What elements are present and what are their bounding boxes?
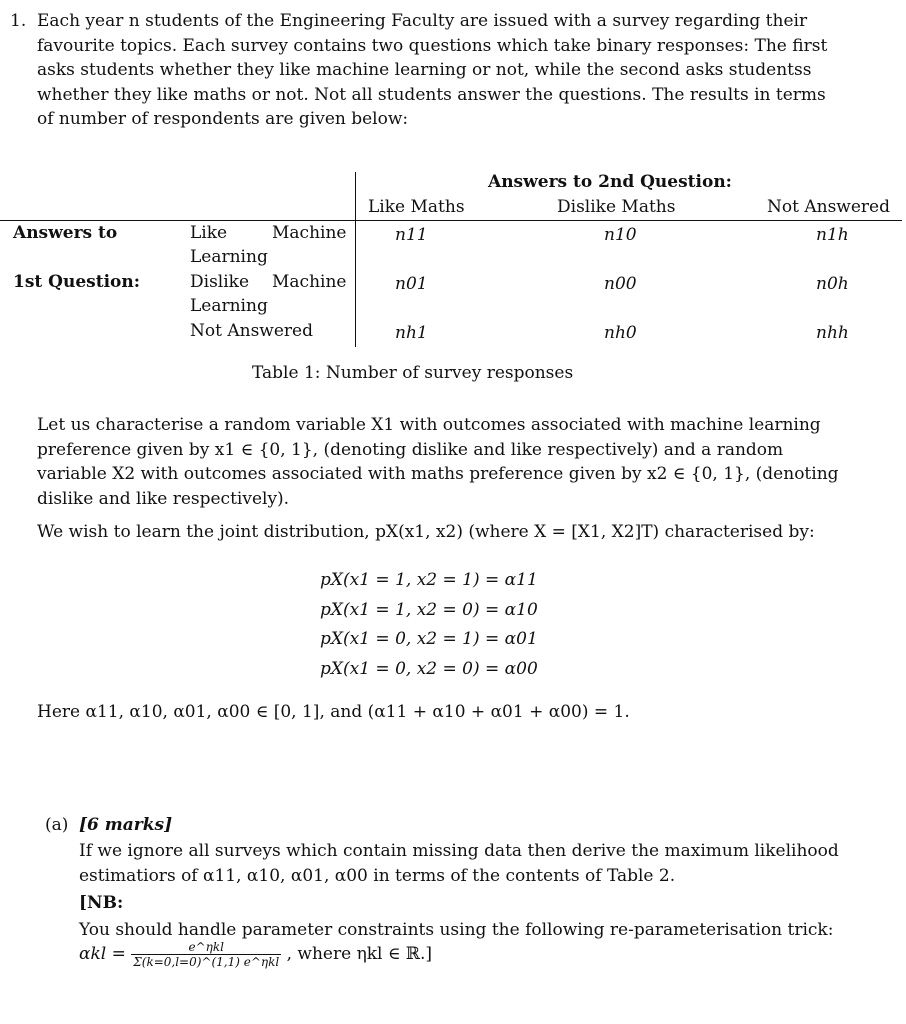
characterise-line: preference given by x1 ∈ {0, 1}, (denoting dislike and like respectively) and a random: [37, 439, 784, 460]
cell-n10: n10: [604, 225, 637, 245]
part-a-hint: You should handle parameter constraints using the following re-parameterisation trick:: [79, 920, 834, 940]
col-group-header: Answers to 2nd Question:: [488, 172, 732, 192]
equation-block: [320, 566, 538, 684]
cell-nh1: nh1: [395, 323, 428, 343]
intro-line: asks students whether they like machine learning or not, while the second asks studentss: [37, 60, 812, 80]
equation: pX(x1 = 1, x2 = 1) = α11: [320, 570, 538, 590]
col-header-like-maths: Like Maths: [368, 197, 465, 217]
row-label-dislike-ml-b: Machine: [272, 272, 347, 292]
part-a-line: If we ignore all surveys which contain missing data then derive the maximum likelihood: [79, 841, 839, 861]
question-number: 1.: [10, 11, 27, 31]
row-group-header-line2: 1st Question:: [13, 272, 141, 292]
intro-line: Each year n students of the Engineering Faculty are issued with a survey regarding their: [37, 11, 808, 31]
cell-n00: n00: [604, 274, 637, 294]
characterise-line: dislike and like respectively).: [37, 488, 290, 509]
intro-line: favourite topics. Each survey contains two questions which take binary responses: The first: [37, 35, 828, 56]
row-label-dislike-ml-a: Dislike: [190, 272, 250, 292]
cell-nhh: nhh: [816, 323, 849, 343]
part-a-marks: [6 marks]: [79, 815, 173, 835]
characterise-paragraph: [37, 413, 839, 511]
equation: pX(x1 = 0, x2 = 1) = α01: [320, 629, 538, 649]
formula-denominator: Σ(k=0,l=0)^(1,1) e^ηkl: [133, 955, 280, 969]
cell-n11: n11: [395, 225, 428, 245]
intro-line: of number of respondents are given below:: [37, 109, 409, 129]
equation: pX(x1 = 1, x2 = 0) = α10: [320, 599, 538, 620]
table-vertical-rule: [355, 172, 356, 347]
part-a-nb: [NB:: [79, 893, 124, 913]
row-label-not-answered: Not Answered: [190, 321, 313, 341]
cell-n01: n01: [395, 274, 428, 294]
row-label-like-ml-c: Learning: [190, 247, 268, 267]
equation: pX(x1 = 0, x2 = 0) = α00: [320, 658, 538, 679]
part-a-text: [79, 839, 839, 888]
formula-fraction: [131, 940, 281, 969]
joint-distribution-line: [37, 520, 815, 545]
joint-line-text: We wish to learn the joint distribution, pX(x1, x2) (where X = [X1, X2]T) characterised by:: [37, 522, 815, 542]
cell-n0h: n0h: [816, 274, 849, 294]
table-horizontal-rule: [0, 220, 902, 221]
reparam-formula: [79, 940, 432, 969]
col-header-dislike-maths: Dislike Maths: [557, 197, 676, 217]
constraint-text: Here α11, α10, α01, α00 ∈ [0, 1], and (α11 + α10 + α01 + α00) = 1.: [37, 702, 630, 722]
row-label-like-ml-a: Like: [190, 223, 228, 243]
characterise-line: Let us characterise a random variable X1 with outcomes associated with machine learning: [37, 415, 821, 435]
constraint-line: [37, 700, 630, 725]
cell-n1h: n1h: [816, 225, 849, 245]
question-intro: [10, 9, 828, 132]
row-group-header-line1: Answers to: [13, 223, 118, 243]
formula-rest: , where ηkl ∈ ℝ.]: [286, 944, 433, 964]
row-label-dislike-ml-c: Learning: [190, 296, 268, 316]
row-label-like-ml-b: Machine: [272, 223, 347, 243]
intro-line: whether they like maths or not. Not all students answer the questions. The results in terms: [37, 84, 826, 105]
formula-numerator: e^ηkl: [131, 940, 281, 955]
characterise-line: variable X2 with outcomes associated with maths preference given by x2 ∈ {0, 1}, (denoting: [37, 464, 839, 484]
cell-nh0: nh0: [604, 323, 637, 343]
formula-lhs: αkl =: [79, 944, 126, 964]
col-header-not-answered: Not Answered: [767, 197, 890, 217]
part-a-label: (a): [45, 815, 69, 835]
part-a-line: estimatiors of α11, α10, α01, α00 in terms of the contents of Table 2.: [79, 865, 676, 886]
table-caption: Table 1: Number of survey responses: [252, 363, 574, 383]
